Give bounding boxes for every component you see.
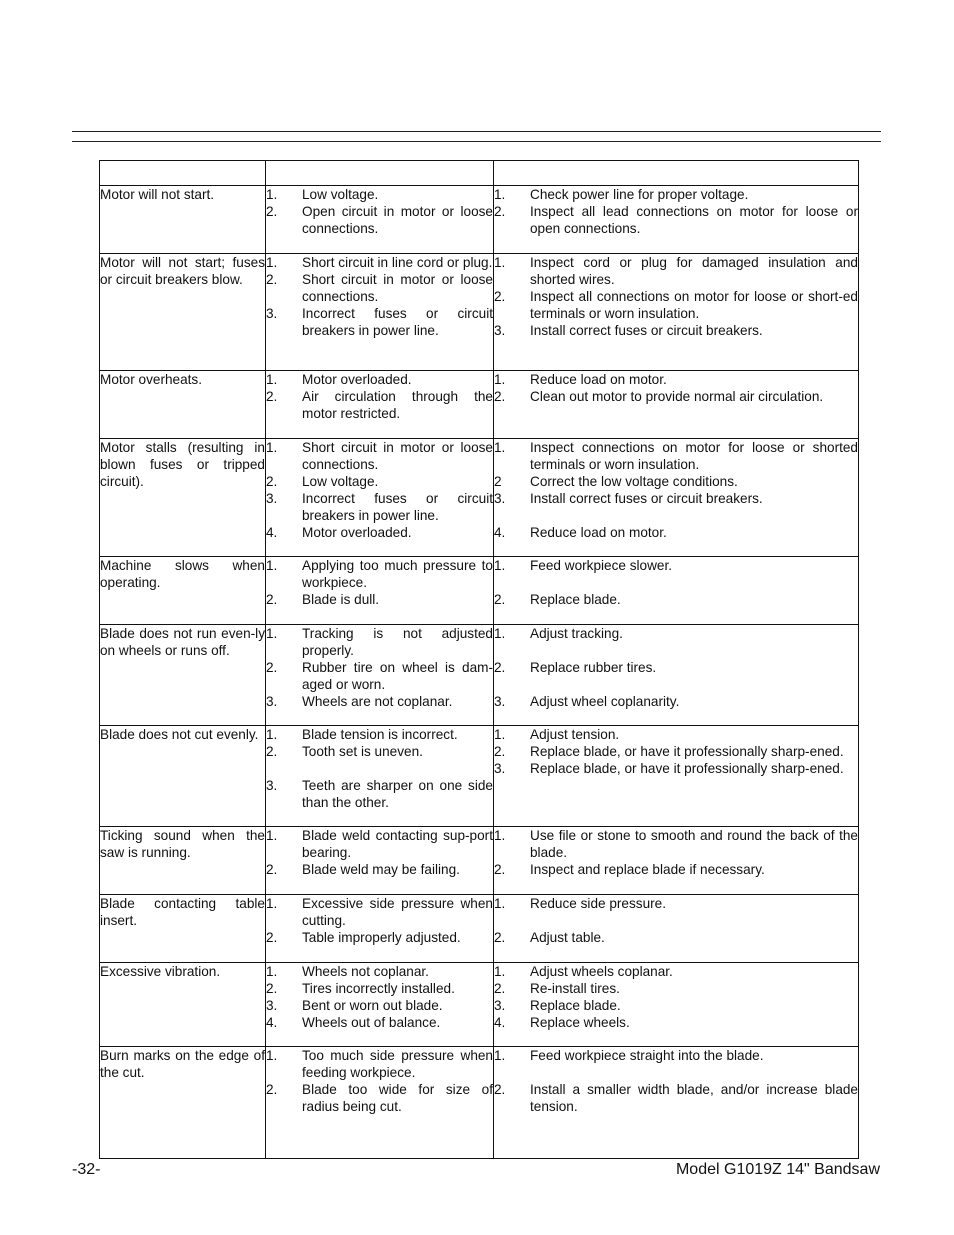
item-number bbox=[494, 507, 530, 524]
item-text: Inspect all connections on motor for loose or short-ed terminals or worn insulation. bbox=[530, 289, 858, 321]
item-text: Motor overloaded. bbox=[302, 372, 412, 387]
list-item bbox=[266, 203, 493, 237]
item-number: 1. bbox=[494, 896, 506, 911]
list-item bbox=[266, 997, 493, 1014]
item-text: Applying too much pressure to workpiece. bbox=[302, 558, 493, 590]
cause-list bbox=[266, 254, 493, 339]
header-possible-solution bbox=[494, 161, 859, 186]
cause-list bbox=[266, 371, 493, 422]
item-text: Adjust wheels coplanar. bbox=[530, 964, 673, 979]
item-text bbox=[530, 642, 858, 659]
item-number: 2. bbox=[494, 389, 506, 404]
item-number: 1. bbox=[494, 964, 506, 979]
item-text bbox=[530, 1064, 858, 1081]
list-item bbox=[494, 371, 858, 388]
item-number: 2. bbox=[266, 1082, 278, 1097]
list-item bbox=[494, 659, 858, 676]
cause-cell bbox=[266, 963, 494, 1047]
item-number: 3. bbox=[494, 761, 506, 776]
correction-cell bbox=[494, 726, 859, 827]
item-number bbox=[266, 760, 302, 777]
item-text: Blade weld contacting sup-port bearing. bbox=[302, 828, 493, 860]
list-item bbox=[494, 963, 858, 980]
page-number: -32- bbox=[72, 1161, 101, 1178]
symptom-cell: Motor overheats. bbox=[100, 371, 266, 439]
symptom-cell: Motor will not start. bbox=[100, 186, 266, 254]
list-item bbox=[494, 288, 858, 322]
cause-cell bbox=[266, 186, 494, 254]
item-number: 2. bbox=[494, 744, 506, 759]
list-item bbox=[266, 473, 493, 490]
table-row bbox=[100, 439, 859, 557]
item-number: 1. bbox=[494, 440, 506, 455]
item-number: 3. bbox=[266, 778, 278, 793]
item-text: Tires incorrectly installed. bbox=[302, 981, 455, 996]
item-number: 1. bbox=[266, 372, 278, 387]
item-text: Low voltage. bbox=[302, 474, 379, 489]
item-number: 1. bbox=[494, 727, 506, 742]
cause-cell bbox=[266, 827, 494, 895]
item-number: 1. bbox=[266, 626, 278, 641]
list-item bbox=[494, 861, 858, 878]
item-text bbox=[302, 760, 493, 777]
troubleshooting-table bbox=[99, 160, 859, 1159]
list-item bbox=[266, 777, 493, 811]
item-number bbox=[494, 1064, 530, 1081]
list-item bbox=[494, 642, 858, 659]
cause-list bbox=[266, 186, 493, 237]
item-number: 2. bbox=[266, 930, 278, 945]
item-text: Feed workpiece straight into the blade. bbox=[530, 1048, 764, 1063]
item-number: 3. bbox=[494, 998, 506, 1013]
item-text: Blade too wide for size of radius being cut. bbox=[302, 1082, 493, 1114]
list-item bbox=[494, 997, 858, 1014]
item-text: Reduce load on motor. bbox=[530, 372, 667, 387]
table-header-row bbox=[100, 161, 859, 186]
list-item bbox=[266, 591, 493, 608]
list-item bbox=[494, 557, 858, 574]
list-item bbox=[494, 827, 858, 861]
list-item bbox=[494, 1047, 858, 1064]
item-text: Wheels are not coplanar. bbox=[302, 694, 453, 709]
list-item bbox=[266, 524, 493, 541]
list-item bbox=[494, 625, 858, 642]
item-text: Re-install tires. bbox=[530, 981, 620, 996]
list-item bbox=[494, 203, 858, 237]
symptom-cell: Motor stalls (resulting in blown fuses or tripped circuit). bbox=[100, 439, 266, 557]
item-text: Incorrect fuses or circuit breakers in power line. bbox=[302, 306, 493, 338]
correction-list bbox=[494, 963, 858, 1031]
list-item bbox=[494, 524, 858, 541]
model-title: Model G1019Z 14" Bandsaw bbox=[675, 1161, 880, 1178]
item-number: 2. bbox=[494, 1082, 506, 1097]
correction-list bbox=[494, 186, 858, 237]
item-number bbox=[494, 676, 530, 693]
item-text: Replace blade. bbox=[530, 592, 621, 607]
list-item bbox=[266, 625, 493, 659]
item-text: Wheels not coplanar. bbox=[302, 964, 429, 979]
item-number: 3. bbox=[266, 491, 278, 506]
symptom-cell: Motor will not start; fuses or circuit breakers blow. bbox=[100, 254, 266, 371]
symptom-cell: Excessive vibration. bbox=[100, 963, 266, 1047]
item-number: 2. bbox=[494, 660, 506, 675]
list-item bbox=[266, 254, 493, 271]
symptom-cell: Ticking sound when the saw is running. bbox=[100, 827, 266, 895]
cause-list bbox=[266, 439, 493, 541]
symptom-cell: Blade contacting table insert. bbox=[100, 895, 266, 963]
list-item bbox=[494, 895, 858, 912]
item-number: 1. bbox=[494, 1048, 506, 1063]
cause-list bbox=[266, 827, 493, 878]
item-text: Replace rubber tires. bbox=[530, 660, 657, 675]
list-item bbox=[494, 490, 858, 507]
list-item bbox=[494, 1064, 858, 1081]
item-number: 1. bbox=[266, 1048, 278, 1063]
cause-cell bbox=[266, 557, 494, 625]
item-number: 3. bbox=[494, 323, 506, 338]
correction-cell bbox=[494, 439, 859, 557]
item-text: Inspect and replace blade if necessary. bbox=[530, 862, 765, 877]
symptom-cell: Burn marks on the edge of the cut. bbox=[100, 1047, 266, 1159]
item-text: Install correct fuses or circuit breakers. bbox=[530, 323, 763, 338]
item-text: Table improperly adjusted. bbox=[302, 930, 461, 945]
list-item bbox=[494, 254, 858, 288]
list-item bbox=[494, 743, 858, 760]
item-number: 1. bbox=[494, 255, 506, 270]
item-text bbox=[530, 912, 858, 929]
list-item bbox=[266, 557, 493, 591]
item-number: 1. bbox=[266, 255, 278, 270]
item-number: 2. bbox=[266, 592, 278, 607]
correction-cell bbox=[494, 827, 859, 895]
item-text: Short circuit in line cord or plug. bbox=[302, 255, 493, 270]
item-text: Short circuit in motor or loose connections. bbox=[302, 440, 493, 472]
cause-cell bbox=[266, 439, 494, 557]
item-text: Reduce side pressure. bbox=[530, 896, 667, 911]
list-item bbox=[494, 1014, 858, 1031]
item-number: 4. bbox=[266, 525, 278, 540]
correction-list bbox=[494, 371, 858, 405]
item-text: Low voltage. bbox=[302, 187, 379, 202]
correction-list bbox=[494, 557, 858, 608]
item-number: 2. bbox=[266, 204, 278, 219]
item-number: 2. bbox=[494, 289, 506, 304]
item-number: 1. bbox=[494, 828, 506, 843]
cause-cell bbox=[266, 371, 494, 439]
item-text: Short circuit in motor or loose connections. bbox=[302, 272, 493, 304]
list-item bbox=[494, 473, 858, 490]
list-item bbox=[494, 591, 858, 608]
item-text bbox=[530, 676, 858, 693]
list-item bbox=[266, 186, 493, 203]
item-text: Teeth are sharper on one side than the other. bbox=[302, 778, 493, 810]
list-item bbox=[266, 1047, 493, 1081]
correction-list bbox=[494, 439, 858, 541]
item-number bbox=[494, 642, 530, 659]
item-text: Blade tension is incorrect. bbox=[302, 727, 458, 742]
item-number: 2 bbox=[494, 474, 502, 489]
item-text: Bent or worn out blade. bbox=[302, 998, 443, 1013]
item-text: Install correct fuses or circuit breakers. bbox=[530, 491, 763, 506]
table-row bbox=[100, 726, 859, 827]
list-item bbox=[494, 507, 858, 524]
item-text: Incorrect fuses or circuit breakers in power line. bbox=[302, 491, 493, 523]
item-number: 4. bbox=[266, 1015, 278, 1030]
item-number: 2. bbox=[266, 389, 278, 404]
item-text: Too much side pressure when feeding workpiece. bbox=[302, 1048, 493, 1080]
list-item bbox=[494, 388, 858, 405]
item-text: Motor overloaded. bbox=[302, 525, 412, 540]
item-number: 3. bbox=[494, 694, 506, 709]
item-number: 1. bbox=[266, 828, 278, 843]
item-number: 2. bbox=[494, 204, 506, 219]
item-number: 2. bbox=[266, 660, 278, 675]
item-number: 3. bbox=[266, 998, 278, 1013]
item-number: 1. bbox=[494, 558, 506, 573]
list-item bbox=[266, 743, 493, 760]
item-text: Excessive side pressure when cutting. bbox=[302, 896, 493, 928]
item-number: 1. bbox=[266, 440, 278, 455]
item-text: Air circulation through the motor restricted. bbox=[302, 389, 493, 421]
list-item bbox=[266, 861, 493, 878]
list-item bbox=[494, 980, 858, 997]
cause-list bbox=[266, 726, 493, 811]
table-row bbox=[100, 557, 859, 625]
item-number: 1. bbox=[266, 727, 278, 742]
table-row bbox=[100, 827, 859, 895]
list-item bbox=[494, 912, 858, 929]
cause-cell bbox=[266, 1047, 494, 1159]
list-item bbox=[494, 929, 858, 946]
list-item bbox=[266, 760, 493, 777]
list-item bbox=[494, 439, 858, 473]
list-item bbox=[266, 439, 493, 473]
item-text: Wheels out of balance. bbox=[302, 1015, 441, 1030]
cause-cell bbox=[266, 726, 494, 827]
item-number: 2. bbox=[494, 930, 506, 945]
cause-list bbox=[266, 625, 493, 710]
correction-list bbox=[494, 895, 858, 946]
table-body bbox=[100, 186, 859, 1159]
correction-list bbox=[494, 625, 858, 710]
list-item bbox=[494, 726, 858, 743]
item-text: Adjust table. bbox=[530, 930, 605, 945]
list-item bbox=[266, 1014, 493, 1031]
item-number: 2. bbox=[266, 272, 278, 287]
header-possible-cause bbox=[266, 161, 494, 186]
item-text bbox=[530, 574, 858, 591]
item-text: Tooth set is uneven. bbox=[302, 744, 423, 759]
item-number: 4. bbox=[494, 1015, 506, 1030]
symptom-cell: Machine slows when operating. bbox=[100, 557, 266, 625]
cause-list bbox=[266, 1047, 493, 1115]
correction-cell bbox=[494, 186, 859, 254]
item-text: Inspect all lead connections on motor for loose or open connections. bbox=[530, 204, 858, 236]
item-number: 1. bbox=[494, 372, 506, 387]
correction-cell bbox=[494, 895, 859, 963]
cause-cell bbox=[266, 895, 494, 963]
symptom-cell: Blade does not run even-ly on wheels or runs off. bbox=[100, 625, 266, 726]
list-item bbox=[494, 1081, 858, 1115]
item-text: Check power line for proper voltage. bbox=[530, 187, 749, 202]
table-row bbox=[100, 895, 859, 963]
list-item bbox=[266, 895, 493, 929]
correction-list bbox=[494, 827, 858, 878]
correction-cell bbox=[494, 557, 859, 625]
list-item bbox=[266, 693, 493, 710]
item-number: 2. bbox=[266, 744, 278, 759]
item-text: Adjust wheel coplanarity. bbox=[530, 694, 680, 709]
item-number: 2. bbox=[494, 981, 506, 996]
item-number: 3. bbox=[494, 491, 506, 506]
top-rule bbox=[72, 131, 881, 132]
item-number: 1. bbox=[266, 896, 278, 911]
list-item bbox=[494, 760, 858, 777]
table-row bbox=[100, 625, 859, 726]
item-text bbox=[530, 507, 858, 524]
list-item bbox=[266, 271, 493, 305]
correction-cell bbox=[494, 625, 859, 726]
item-number: 1. bbox=[494, 187, 506, 202]
item-text: Replace blade, or have it professionally sharp-ened. bbox=[530, 761, 844, 776]
item-number: 2. bbox=[494, 862, 506, 877]
list-item bbox=[266, 388, 493, 422]
item-number bbox=[494, 912, 530, 929]
list-item bbox=[494, 186, 858, 203]
item-number: 2. bbox=[266, 474, 278, 489]
cause-list bbox=[266, 557, 493, 608]
list-item bbox=[266, 980, 493, 997]
item-number: 1. bbox=[494, 626, 506, 641]
item-number: 1. bbox=[266, 964, 278, 979]
list-item bbox=[266, 490, 493, 524]
correction-cell bbox=[494, 1047, 859, 1159]
item-text: Feed workpiece slower. bbox=[530, 558, 673, 573]
item-number bbox=[494, 574, 530, 591]
item-text: Use file or stone to smooth and round the back of the blade. bbox=[530, 828, 858, 860]
correction-list bbox=[494, 726, 858, 777]
item-number: 2. bbox=[494, 592, 506, 607]
item-text: Install a smaller width blade, and/or increase blade tension. bbox=[530, 1082, 858, 1114]
list-item bbox=[494, 574, 858, 591]
cause-cell bbox=[266, 625, 494, 726]
item-number: 1. bbox=[266, 187, 278, 202]
item-text: Adjust tracking. bbox=[530, 626, 623, 641]
item-number: 3. bbox=[266, 306, 278, 321]
symptom-cell: Blade does not cut evenly. bbox=[100, 726, 266, 827]
table-row bbox=[100, 963, 859, 1047]
item-text: Clean out motor to provide normal air circulation. bbox=[530, 389, 824, 404]
item-text: Inspect connections on motor for loose or shorted terminals or worn insulation. bbox=[530, 440, 858, 472]
cause-list bbox=[266, 963, 493, 1031]
item-text: Blade is dull. bbox=[302, 592, 380, 607]
list-item bbox=[266, 929, 493, 946]
list-item bbox=[266, 659, 493, 693]
cause-cell bbox=[266, 254, 494, 371]
item-number: 2. bbox=[266, 862, 278, 877]
item-text: Adjust tension. bbox=[530, 727, 620, 742]
item-text: Correct the low voltage conditions. bbox=[530, 474, 738, 489]
item-text: Rubber tire on wheel is dam-aged or worn. bbox=[302, 660, 493, 692]
table-row bbox=[100, 1047, 859, 1159]
list-item bbox=[494, 693, 858, 710]
item-text: Inspect cord or plug for damaged insulation and shorted wires. bbox=[530, 255, 858, 287]
list-item bbox=[494, 676, 858, 693]
list-item bbox=[266, 371, 493, 388]
table-row bbox=[100, 186, 859, 254]
correction-cell bbox=[494, 963, 859, 1047]
list-item bbox=[266, 726, 493, 743]
header-symptom bbox=[100, 161, 266, 186]
item-text: Blade weld may be failing. bbox=[302, 862, 460, 877]
correction-list bbox=[494, 254, 858, 339]
top-rule-secondary bbox=[72, 141, 881, 142]
list-item bbox=[494, 322, 858, 339]
correction-cell bbox=[494, 254, 859, 371]
cause-list bbox=[266, 895, 493, 946]
item-number: 2. bbox=[266, 981, 278, 996]
item-text: Replace blade. bbox=[530, 998, 621, 1013]
item-text: Open circuit in motor or loose connections. bbox=[302, 204, 493, 236]
item-text: Reduce load on motor. bbox=[530, 525, 667, 540]
list-item bbox=[266, 1081, 493, 1115]
item-number: 3. bbox=[266, 694, 278, 709]
list-item bbox=[266, 963, 493, 980]
item-text: Replace wheels. bbox=[530, 1015, 630, 1030]
correction-list bbox=[494, 1047, 858, 1115]
item-number: 4. bbox=[494, 525, 506, 540]
list-item bbox=[266, 305, 493, 339]
table-row bbox=[100, 254, 859, 371]
list-item bbox=[266, 827, 493, 861]
correction-cell bbox=[494, 371, 859, 439]
item-text: Tracking is not adjusted properly. bbox=[302, 626, 493, 658]
item-number: 1. bbox=[266, 558, 278, 573]
table-row bbox=[100, 371, 859, 439]
item-text: Replace blade, or have it professionally sharp-ened. bbox=[530, 744, 844, 759]
